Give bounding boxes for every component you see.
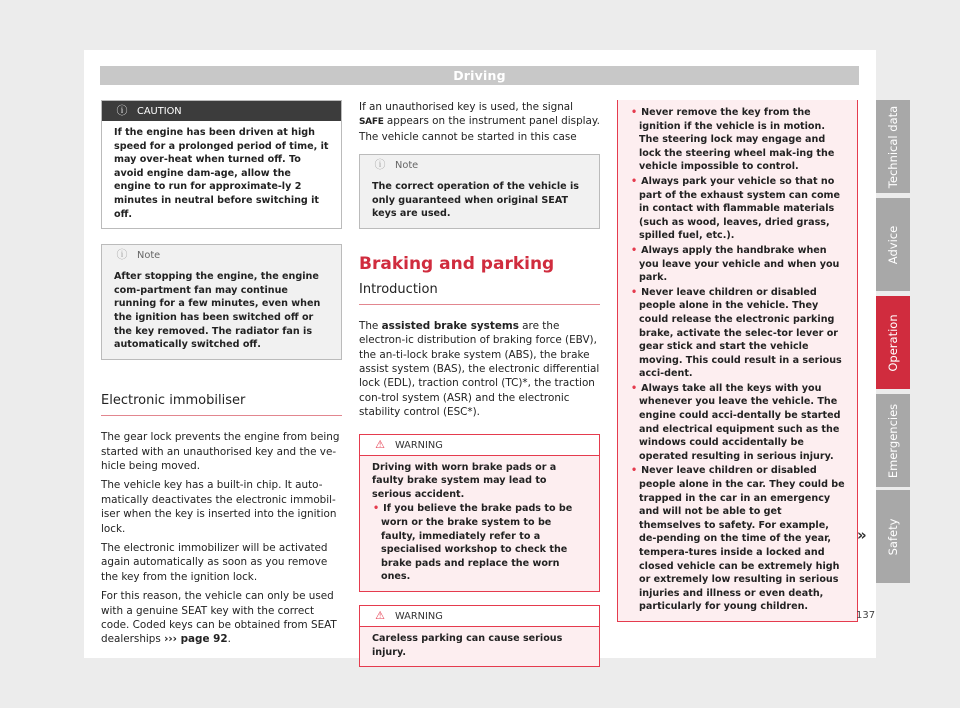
warning-bullet: • Never leave children or disabled people alone in the vehicle. They could release the electronic parking brake, activate the selec-tor lever or gear stick and start the vehicle moving. This could result in a serious acci-dent.	[630, 286, 845, 381]
paragraph: The electronic immobilizer will be activated again automatically as soon as you remove the key from the ignition lock.	[101, 541, 328, 583]
tab-label: Emergencies	[886, 403, 900, 478]
note-header-1	[102, 245, 341, 265]
chapter-title: Braking and parking	[359, 254, 555, 274]
bold-term: assisted brake systems	[381, 319, 519, 332]
tab-label: Technical data	[886, 105, 900, 188]
warning-bullet: • Always apply the handbrake when you leave your vehicle and when you park.	[630, 244, 845, 285]
caution-text: If the engine has been driven at high speed for a prolonged period of time, it may over-heat when turned off. To avoid engine dam-age, allow the engine to run for approximate-ly 2 minutes in neutral before switching it off.	[114, 127, 329, 220]
warning-label-1: WARNING	[395, 439, 443, 451]
warning-box-2	[359, 605, 600, 667]
paragraph-text: appears on the instrument panel display. The vehicle cannot be started in this case	[359, 115, 600, 143]
warning-body-1	[360, 456, 599, 591]
caution-header	[102, 101, 341, 121]
note-header-2	[360, 155, 599, 175]
paragraph-text: The	[359, 319, 382, 332]
paragraph-end: .	[227, 633, 231, 646]
note-text-2: The correct operation of the vehicle is only guaranteed when original SEAT keys are used.	[360, 175, 599, 228]
warning-triangle-icon: ⚠	[375, 609, 385, 622]
warning-text-1: Driving with worn brake pads or a faulty brake system may lead to serious accident.	[372, 461, 557, 500]
paragraph-text: are the electron-ic distribution of braking force (EBV), the an-ti-lock brake system (ABS), the brake assist system (BAS), the electronic differential lock (EDL), traction control (TC)*, the traction con-trol system (ASR) and the electronic stability control (ESC*).	[359, 319, 600, 419]
immobiliser-body	[101, 430, 342, 647]
warning-header-2	[360, 606, 599, 627]
tab-technical-data[interactable]	[876, 100, 910, 193]
page-number: 137	[856, 610, 876, 621]
info-icon: ⓘ	[116, 248, 128, 262]
caution-label: CAUTION	[137, 106, 182, 117]
tab-label: Advice	[886, 225, 900, 264]
tab-emergencies[interactable]	[876, 394, 910, 487]
note-box-1	[101, 244, 342, 360]
safe-symbol: SAFE	[359, 117, 384, 128]
note-box-2	[359, 154, 600, 229]
warning-bullet: • Never remove the key from the ignition if the vehicle is in motion. The steering lock may engage and lock the steering wheel mak-ing the vehicle impossible to control.	[630, 106, 845, 174]
column-2	[359, 100, 600, 667]
note-label-1: Note	[137, 250, 161, 262]
warning-continuation-box	[617, 100, 858, 622]
subsection-title: Introduction	[359, 283, 600, 304]
warning-continuation-body	[618, 100, 857, 621]
warning-box-1	[359, 434, 600, 592]
paragraph: The vehicle key has a built-in chip. It auto-matically deactivates the electronic immobil-iser when the key is inserted into the ignition lock.	[101, 479, 337, 535]
tab-operation[interactable]	[876, 296, 910, 389]
tab-label: Safety	[886, 518, 900, 555]
warning-triangle-icon: ⚠	[375, 437, 385, 451]
note-label-2: Note	[395, 160, 419, 172]
paragraph	[359, 319, 600, 420]
paragraph-text: For this reason, the vehicle can only be used with a genuine SEAT key with the correct code. Coded keys can be obtained from SEAT dealerships	[101, 590, 337, 646]
warning-bullet: • Never leave children or disabled people alone in the car. They could be trapped in the car in an emergency and will not be able to get themselves to safety. For example, de-pending on the time of the year, tempera-tures inside a locked and closed vehicle can be extremely high or extremely low resulting in serious injuries and illness or even death, particularly for young children.	[630, 464, 845, 614]
paragraph	[359, 100, 600, 144]
tab-advice[interactable]	[876, 198, 910, 291]
page-reference-link[interactable]: ››› page 92	[164, 633, 228, 646]
column-1	[101, 100, 342, 652]
page-header: Driving	[100, 66, 859, 85]
paragraph-text: If an unauthorised key is used, the signal	[359, 101, 574, 113]
tab-safety[interactable]	[876, 490, 910, 583]
column-3	[617, 100, 858, 622]
note-text-1: After stopping the engine, the engine com-partment fan may continue running for a few minutes, even when the ignition has been switched off or the key removed. The radiator fan is automatically switched off.	[102, 265, 341, 359]
warning-bullet: • Always park your vehicle so that no part of the exhaust system can come in contact with flammable materials (such as wood, leaves, dried grass, spilled fuel, etc.).	[630, 175, 845, 243]
warning-bullet: • If you believe the brake pads to be worn or the brake system to be faulty, immediately refer to a specialised workshop to check the brake pads and replace the worn ones.	[372, 502, 587, 584]
tab-label: Operation	[886, 313, 900, 372]
paragraph	[101, 589, 342, 647]
warning-header-1	[360, 435, 599, 456]
continue-arrow-icon: »	[857, 526, 867, 544]
caution-icon: ⓘ	[116, 104, 128, 117]
warning-bullet: • Always take all the keys with you whenever you leave the vehicle. The engine could acci-dentally be started and electrical equipment such as the windows could accidentally be operated resulting in serious injury.	[630, 382, 845, 464]
paragraph: The gear lock prevents the engine from being started with an unauthorised key and the ve-hicle being moved.	[101, 431, 340, 472]
caution-box	[101, 100, 342, 229]
warning-label-2: WARNING	[395, 611, 443, 622]
section-title-immobiliser: Electronic immobiliser	[101, 394, 342, 416]
warning-text-2: Careless parking can cause serious injury.	[360, 627, 599, 666]
info-icon: ⓘ	[374, 158, 386, 172]
